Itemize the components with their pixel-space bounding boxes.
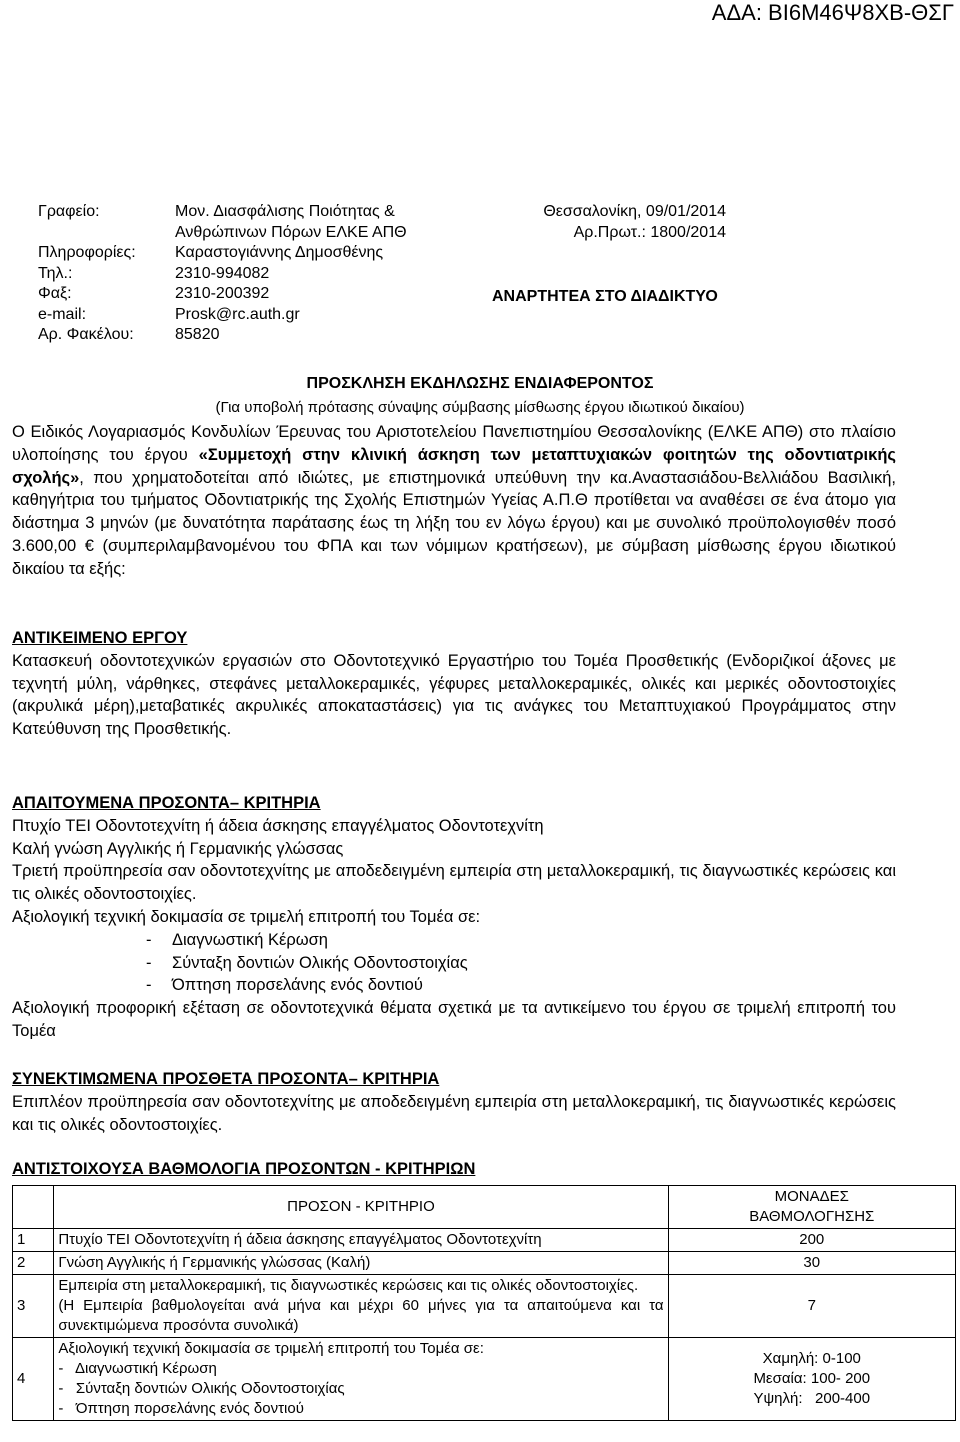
required-bullet-2: - Σύνταξη δοντιών Ολικής Οδοντοστοιχίας	[146, 953, 468, 972]
fax-value: 2310-200392	[175, 285, 270, 302]
table-row: 1 Πτυχίο ΤΕΙ Οδοντοτεχνίτη ή άδεια άσκησης επαγγέλματος Οδοντοτεχνίτη 200	[13, 1229, 956, 1252]
folder-label: Αρ. Φακέλου:	[38, 326, 134, 343]
intro-part1: Ο Ειδικός Λογαριασμός Κονδυλίων Έρευνας του Αριστοτελείου Πανεπιστημίου Θεσσαλονίκης (ΕΛΚΕ ΑΠΘ) στο πλαίσιο υλοποίησης του έργου	[12, 423, 896, 464]
fax-label: Φαξ:	[38, 285, 72, 302]
required-heading: ΑΠΑΙΤΟΥΜΕΝΑ ΠΡΟΣΟΝΤΑ– ΚΡΙΤΗΡΙΑ	[12, 794, 321, 812]
ada-code: ΑΔΑ: ΒΙ6Μ46Ψ8ΧΒ-ΘΣΓ	[711, 0, 954, 25]
scoring-section	[12, 1158, 896, 1181]
email-value: Prosk@rc.auth.gr	[175, 305, 300, 323]
email-label: e-mail:	[38, 305, 87, 323]
required-line4: Αξιολογική τεχνική δοκιμασία σε τριμελή επιτροπή του Τομέα σε:	[12, 907, 481, 926]
required-line5: Αξιολογική προφορική εξέταση σε οδοντοτεχνικά θέματα σχετικά με τα αντικείμενο του έργου σε τριμελή επιτροπή του Τομέα	[12, 999, 896, 1040]
office-value-line2: Ανθρώπινων Πόρων ΕΛΚΕ ΑΠΘ	[175, 223, 407, 241]
scoring-heading: ΑΝΤΙΣΤΟΙΧΟΥΣΑ ΒΑΘΜΟΛΟΓΙΑ ΠΡΟΣΟΝΤΩΝ - ΚΡΙΤΗΡΙΩΝ	[12, 1160, 476, 1178]
folder-value: 85820	[175, 326, 220, 343]
intro-part2: , που χρηματοδοτείται από ιδιώτες, με επιστημονικά υπεύθυνη την κα.Αναστασιάδου-Βελλιάδου Βασιλική, καθηγήτρια του τμήματος Οδοντιατρικής της Σχολής Επιστημών Υγείας Α.Π.Θ προτίθεται να αναθέσει σε ένα άτομο για διάστημα 3 μηνών (με δυνατότητα παράτασης έως τη λήξη του εν λόγω έργου) και με συνολικό προϋπολογισθέν ποσό 3.600,00 € (συμπεριλαμβανομένου του ΦΠΑ και των νόμιμων κρατήσεων), με σύμβαση μίσθωσης έργου ιδιωτικού δικαίου τα εξής:	[12, 468, 896, 578]
scoring-table	[12, 1185, 956, 1421]
table-header-row	[13, 1186, 956, 1229]
object-text: Κατασκευή οδοντοτεχνικών εργασιών στο Οδοντοτεχνικό Εργαστήριο του Τομέα Προσθετικής (Ενδοριζικοί άξονες με τεχνητή μύλη, νάρθηκες, στεφάνες μεταλλοκεραμικές, γέφυρες μεταλλοκεραμικές, ολικές και μερικές οδοντοστοιχίες (ακρυλικά μέρη),μεταβατικές ακρυλικές αποκαταστάσεις) για τις ανάγκες του Μεταπτυχιακού Προγράμματος στην Κατεύθυνση της Προσθετικής.	[12, 651, 896, 739]
office-value-line1: Μον. Διασφάλισης Ποιότητας &	[175, 203, 395, 220]
header-values	[175, 202, 407, 346]
required-line3: Τριετή προϋπηρεσία σαν οδοντοτεχνίτης με αποδεδειγμένη εμπειρία στη μεταλλοκεραμική, τις διαγνωστικές κερώσεις και τις ολικές οδοντοστοιχίες.	[12, 862, 896, 904]
col-criterion: ΠΡΟΣΟΝ - ΚΡΙΤΗΡΙΟ	[54, 1186, 668, 1229]
col-units: ΜΟΝΑΔΕΣ ΒΑΘΜΟΛΟΓΗΣΗΣ	[668, 1186, 955, 1229]
document-title: ΠΡΟΣΚΛΗΣΗ ΕΚΔΗΛΩΣΗΣ ΕΝΔΙΑΦΕΡΟΝΤΟΣ	[306, 375, 654, 392]
required-section	[12, 792, 896, 1043]
tel-value: 2310-994082	[175, 264, 270, 282]
extra-heading: ΣΥΝΕΚΤΙΜΩΜΕΝΑ ΠΡΟΣΘΕΤΑ ΠΡΟΣΟΝΤΑ– ΚΡΙΤΗΡΙΑ	[12, 1070, 440, 1088]
protocol-number: Αρ.Πρωτ.: 1800/2014	[573, 223, 726, 241]
table-row: 2 Γνώση Αγγλικής ή Γερμανικής γλώσσας (Καλή) 30	[13, 1252, 956, 1275]
tel-label: Τηλ.:	[38, 264, 73, 282]
place-date: Θεσσαλονίκη, 09/01/2014	[543, 203, 726, 220]
object-section	[12, 627, 896, 741]
header-labels	[38, 202, 136, 346]
object-heading: ΑΝΤΙΚΕΙΜΕΝΟ ΕΡΓΟΥ	[12, 629, 188, 647]
required-line1: Πτυχίο ΤΕΙ Οδοντοτεχνίτη ή άδεια άσκησης επαγγέλματος Οδοντοτεχνίτη	[12, 816, 544, 835]
required-bullet-1: - Διαγνωστική Κέρωση	[146, 930, 328, 949]
info-value: Καραστογιάννης Δημοσθένης	[175, 244, 384, 261]
extra-text: Επιπλέον προϋπηρεσία σαν οδοντοτεχνίτης με αποδεδειγμένη εμπειρία στη μεταλλοκεραμική, τις διαγνωστικές κερώσεις και τις ολικές οδοντοστοιχίες.	[12, 1092, 896, 1134]
header-right	[543, 202, 726, 243]
posted-notice: ΑΝΑΡΤΗΤΕΑ ΣΤΟ ΔΙΑΔΙΚΤΥΟ	[492, 288, 718, 305]
info-label: Πληροφορίες:	[38, 244, 136, 261]
project-title: «Συμμετοχή στην κλινική άσκηση των μεταπτυχιακών φοιτητών της οδοντιατρικής σχολής»	[12, 445, 896, 487]
intro-paragraph	[12, 421, 896, 581]
table-row: 3 Εμπειρία στη μεταλλοκεραμική, τις διαγνωστικές κερώσεις και τις ολικές οδοντοστοιχίες. (Η Εμπειρία βαθμολογείται ανά μήνα και μέχρι 60 μήνες για τα απαιτούμενα και τα συνεκτιμώμενα προσόντα συνολικά) 7	[13, 1275, 956, 1338]
table-row: 4 Αξιολογική τεχνική δοκιμασία σε τριμελή επιτροπή του Τομέα σε: - Διαγνωστική Κέρωση - Σύνταξη δοντιών Ολικής Οδοντοστοιχίας - Όπτηση πορσελάνης ενός δοντιού Χαμηλή: 0-100 Μεσαία: 100- 200 Υψηλή: 200-400	[13, 1338, 956, 1421]
document-subtitle: (Για υποβολή πρότασης σύναψης σύμβασης μίσθωσης έργου ιδιωτικού δικαίου)	[215, 399, 745, 416]
required-bullet-3: - Όπτηση πορσελάνης ενός δοντιού	[146, 976, 423, 995]
office-label: Γραφείο:	[38, 203, 100, 220]
required-line2: Καλή γνώση Αγγλικής ή Γερμανικής γλώσσας	[12, 839, 344, 858]
extra-section	[12, 1068, 896, 1136]
